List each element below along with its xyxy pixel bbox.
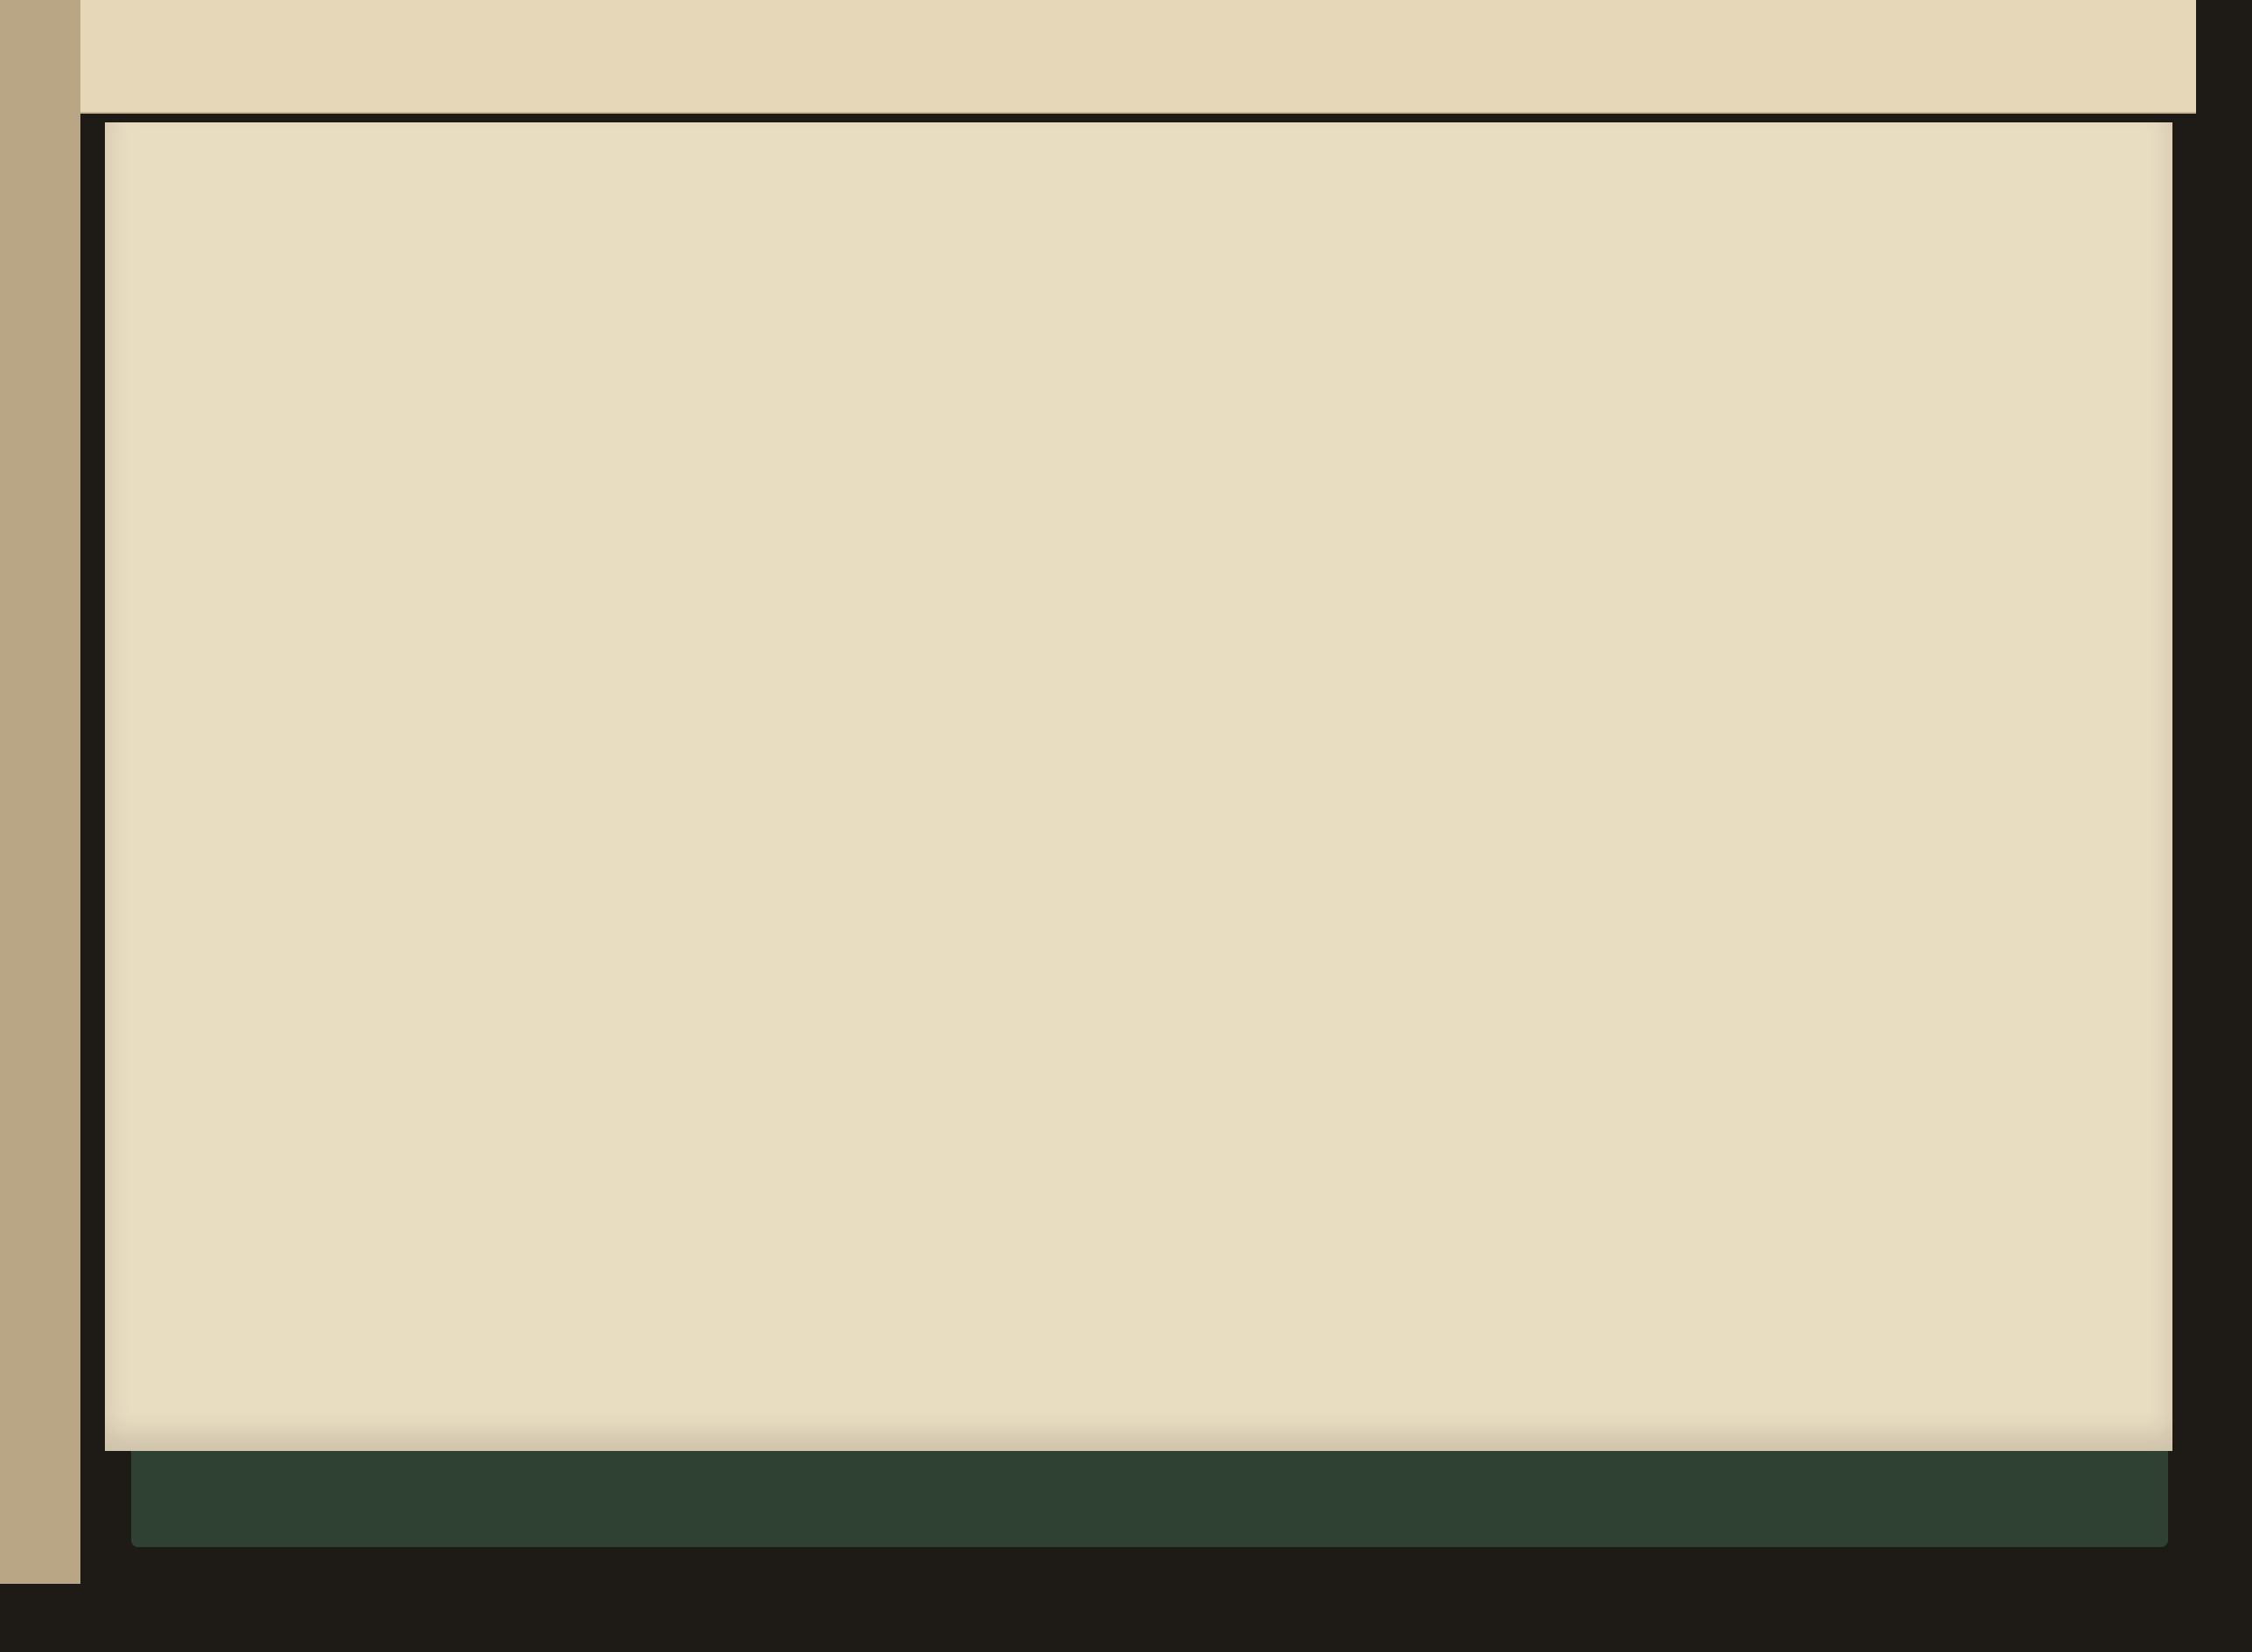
- previous-page-fold: [80, 0, 2196, 114]
- left-page-edge: [0, 0, 80, 1584]
- page-header: [372, 323, 424, 1652]
- book-page: [105, 122, 2172, 1451]
- page-content: [372, 323, 2251, 1652]
